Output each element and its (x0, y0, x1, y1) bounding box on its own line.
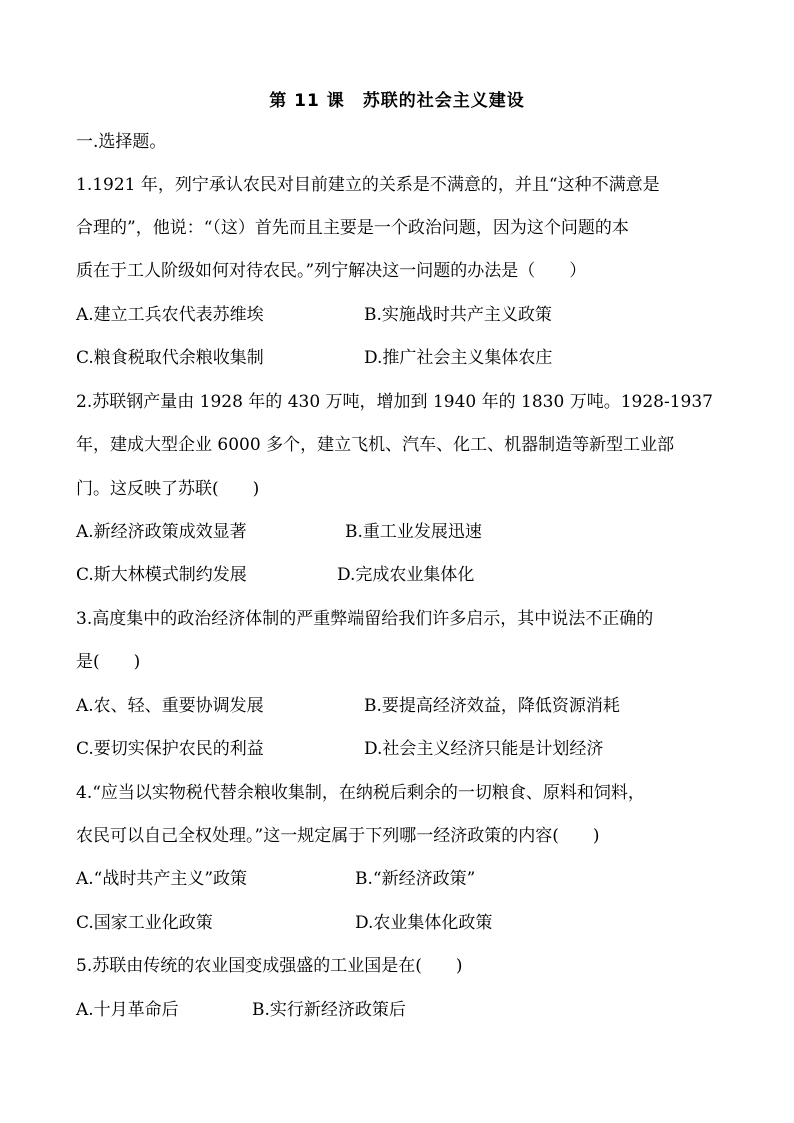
q4-option-c: C.国家工业化政策 (76, 913, 213, 933)
q4-line-2: 农民可以自己全权处理。”这一规定属于下列哪一经济政策的内容( ) (76, 826, 600, 846)
q3-option-d: D.社会主义经济只能是计划经济 (364, 739, 604, 759)
q5-option-b: B.实行新经济政策后 (252, 1000, 406, 1020)
q5-option-a: A.十月革命后 (76, 1000, 179, 1020)
q2-option-c: C.斯大林模式制约发展 (76, 565, 247, 585)
lesson-title: 第 11 课 苏联的社会主义建设 (269, 91, 525, 111)
q3-option-b: B.要提高经济效益，降低资源消耗 (364, 696, 620, 716)
q1-option-b: B.实施战时共产主义政策 (364, 305, 552, 325)
q2-line-3: 门。这反映了苏联( ) (76, 479, 260, 499)
q2-line-2: 年，建成大型企业 6000 多个，建立飞机、汽车、化工、机器制造等新型工业部 (76, 435, 675, 455)
q1-line-1: 1.1921 年，列宁承认农民对目前建立的关系是不满意的，并且“这种不满意是 (76, 175, 660, 195)
q4-option-a: A.“战时共产主义”政策 (76, 869, 248, 889)
q3-line-2: 是( ) (76, 652, 141, 672)
q3-line-1: 3.高度集中的政治经济体制的严重弊端留给我们许多启示，其中说法不正确的 (76, 609, 654, 629)
q4-option-d: D.农业集体化政策 (355, 913, 493, 933)
q1-line-3: 质在于工人阶级如何对待农民。”列宁解决这一问题的办法是（ ） (76, 261, 587, 281)
q1-option-c: C.粮食税取代余粮收集制 (76, 348, 264, 368)
q4-line-1: 4.“应当以实物税代替余粮收集制，在纳税后剩余的一切粮食、原料和饲料， (76, 783, 645, 803)
q1-option-d: D.推广社会主义集体农庄 (364, 348, 553, 368)
q1-option-a: A.建立工兵农代表苏维埃 (76, 305, 264, 325)
q2-option-a: A.新经济政策成效显著 (76, 522, 247, 542)
q2-line-1: 2.苏联钢产量由 1928 年的 430 万吨，增加到 1940 年的 1830 万吨。1928-1937 (76, 392, 713, 412)
q1-line-2: 合理的”，他说：“（这）首先而且主要是一个政治问题，因为这个问题的本 (76, 218, 629, 238)
q4-option-b: B.“新经济政策” (355, 869, 476, 889)
q5-line-1: 5.苏联由传统的农业国变成强盛的工业国是在( ) (76, 956, 463, 976)
section-heading: 一.选择题。 (76, 132, 167, 152)
q3-option-a: A.农、轻、重要协调发展 (76, 696, 264, 716)
q2-option-b: B.重工业发展迅速 (345, 522, 482, 542)
q3-option-c: C.要切实保护农民的利益 (76, 739, 264, 759)
q2-option-d: D.完成农业集体化 (337, 565, 475, 585)
